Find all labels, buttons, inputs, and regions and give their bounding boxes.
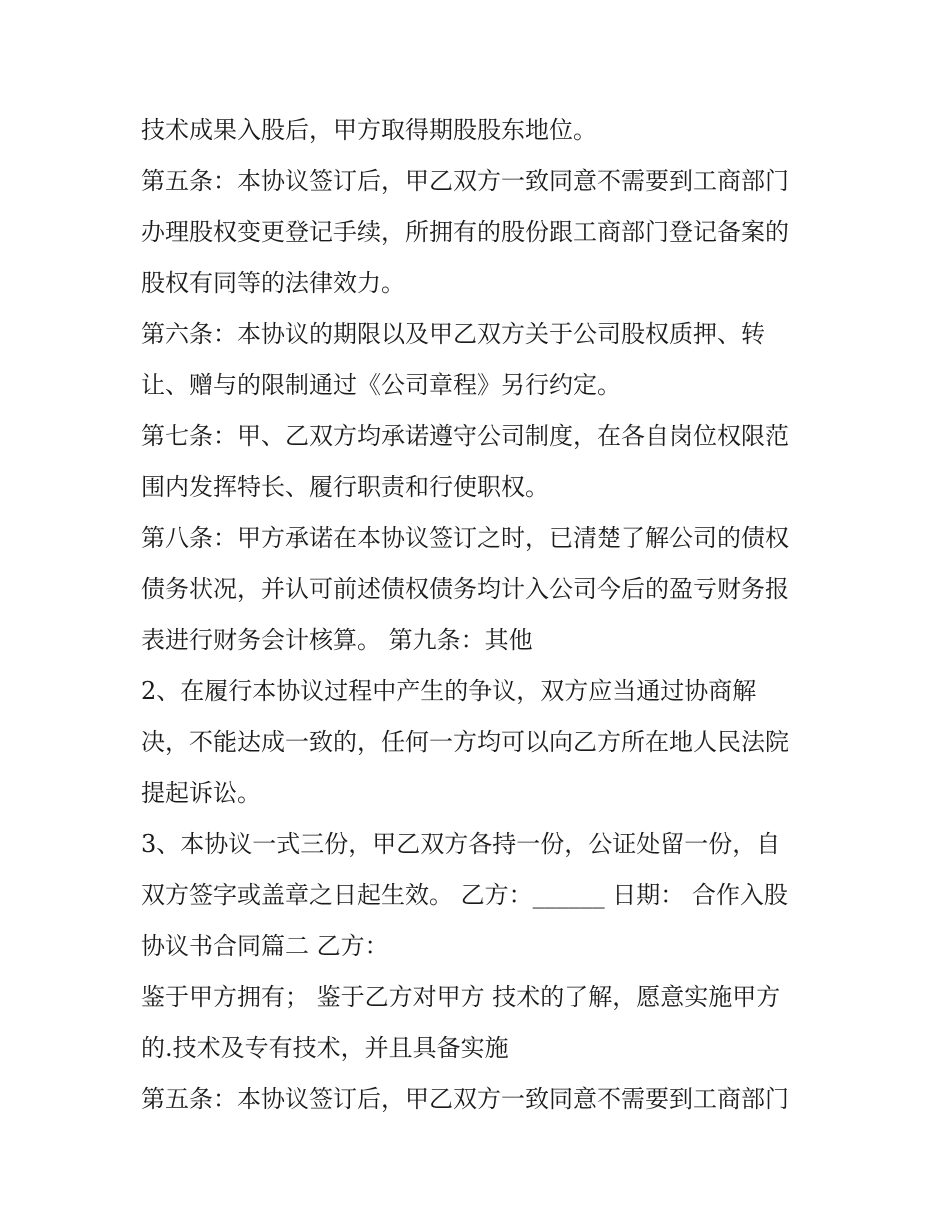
text-line: 技术成果入股后，甲方取得期股股东地位。: [141, 116, 597, 144]
text-line: 围内发挥特长、履行职责和行使职权。: [141, 473, 549, 501]
text-line: 协议书合同篇二 乙方：: [141, 932, 389, 960]
text-line: 2、在履行本协议过程中产生的争议，双方应当通过协商解: [141, 677, 757, 705]
text-line: 第五条：本协议签订后，甲乙双方一致同意不需要到工商部门: [141, 167, 789, 195]
text-line: 股权有同等的法律效力。: [141, 269, 405, 297]
text-line: 表进行财务会计核算。 第九条：其他: [141, 626, 533, 654]
text-line: 让、赠与的限制通过《公司章程》另行约定。: [141, 371, 621, 399]
text-line: 债务状况，并认可前述债权债务均计入公司今后的盈亏财务报: [141, 575, 789, 603]
text-line: 双方签字或盖章之日起生效。 乙方：______ 日期： 合作入股: [141, 881, 788, 909]
text-line: 的.技术及专有技术，并且具备实施: [141, 1034, 509, 1062]
text-line: 办理股权变更登记手续，所拥有的股份跟工商部门登记备案的: [141, 218, 789, 246]
text-line: 第七条：甲、乙双方均承诺遵守公司制度，在各自岗位权限范: [141, 422, 789, 450]
text-line: 3、本协议一式三份，甲乙双方各持一份，公证处留一份，自: [141, 830, 781, 858]
text-line: 第八条：甲方承诺在本协议签订之时，已清楚了解公司的债权: [141, 524, 789, 552]
document-body: [141, 108, 821, 1128]
text-line: 提起诉讼。: [141, 779, 261, 807]
text-line: 第五条：本协议签订后，甲乙双方一致同意不需要到工商部门: [141, 1085, 789, 1113]
text-line: 鉴于甲方拥有； 鉴于乙方对甲方 技术的了解，愿意实施甲方: [141, 983, 781, 1011]
text-line: 决，不能达成一致的，任何一方均可以向乙方所在地人民法院: [141, 728, 789, 756]
text-line: 第六条：本协议的期限以及甲乙双方关于公司股权质押、转: [141, 320, 765, 348]
